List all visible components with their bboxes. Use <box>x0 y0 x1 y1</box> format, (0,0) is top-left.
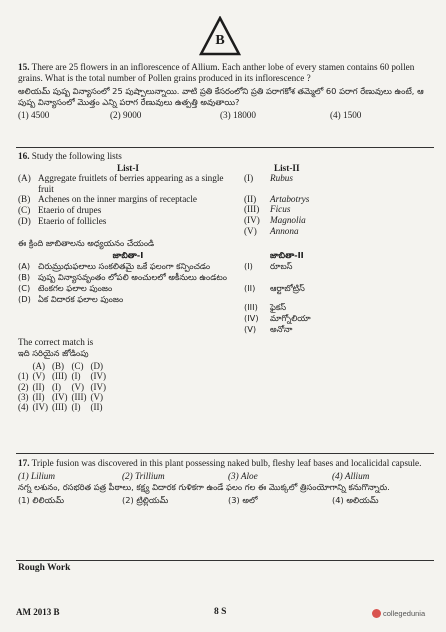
option-2-te[interactable]: (2) ట్రిల్లియమ్ <box>122 495 169 506</box>
list-2-te-title: జాబితా-II <box>270 250 304 261</box>
list-item: (V) Annona <box>244 225 299 236</box>
option-1[interactable]: (1) 4500 <box>18 110 50 121</box>
list-item: (V) అనోనా <box>244 324 293 335</box>
match-table <box>18 361 110 413</box>
correct-match-te: ఇది సరియైన జోడింపు <box>18 347 89 358</box>
question-text-te: నగ్న లశునం, రసభరిత పత్ర పీఠాలు, కక్ష్య విదారక గుళికగా ఉండే ఫలం గల ఈ మొక్కలో త్రిసంయోగాన్ని కనుగొన్నారు. <box>18 482 390 493</box>
list-item: (A) Aggregate fruitlets of berries appearing as a single fruit <box>18 173 224 194</box>
option-1[interactable]: (1) Lilium <box>18 470 56 481</box>
exam-code: AM 2013 B <box>16 607 60 617</box>
question-text-en: Triple fusion was discovered in this plant possessing naked bulb, fleshy leaf bases and localicidal capsule. <box>31 458 422 468</box>
option-1-te[interactable]: (1) లిలియమ్ <box>18 495 65 506</box>
options <box>18 110 434 121</box>
option-3-te[interactable]: (3) అలో <box>228 495 258 506</box>
question-text-en: There are 25 flowers in an inflorescence of Allium. Each anther lobe of every stamen contains 60 pollen grains. What is the total number of Pollen grains produced in its inflorescence ? <box>18 62 415 83</box>
options-en <box>18 471 434 482</box>
list-1-te <box>18 250 238 335</box>
question-number: 16. <box>18 151 30 161</box>
list-item: (B) పుష్ప విన్యాసవృంతం లోపలి అంచులలో అకీనులు ఉండటం <box>18 272 228 283</box>
logo-icon <box>372 609 381 618</box>
table-row[interactable]: (4) (IV) (III) (I) (II) <box>18 402 103 413</box>
list-item: (A) చిరుమ్రుధుఫలాలు సంకలితమై ఒకే ఫలంగా కన్పించడం <box>18 261 211 272</box>
option-4[interactable]: (4) Allium <box>332 470 370 481</box>
question-number: 17. <box>18 458 30 468</box>
question-text-te: అలియమ్ పుష్ప విన్యాసంలో 25 పుష్పాలున్నాయి. వాటి ప్రతి కేసరంలోని ప్రతి పరాగకోశ తమ్మెలో 60 పరాగ రేణువులు ఉంటే, ఆ పుష్ప విన్యాసంలో మొత్తం ఎన్ని పరాగ రేణువులు ఉత్పత్తి అవుతాయి? <box>18 86 424 108</box>
question-number: 15. <box>18 62 30 72</box>
list-1 <box>18 163 238 237</box>
table-row[interactable]: (1) (V) (III) (I) (IV) <box>18 371 106 382</box>
list-2-title: List-II <box>274 162 300 173</box>
watermark-text: collegedunia <box>383 608 426 618</box>
list-item: (C) టెంకగల ఫలాల పుంజం <box>18 283 113 294</box>
list-item: (B) Achenes on the inner margins of receptacle <box>18 194 198 205</box>
list-item: (II) ఆర్టాబోట్రిస్ <box>244 283 305 294</box>
option-4[interactable]: (4) 1500 <box>330 110 362 121</box>
divider <box>16 147 434 148</box>
list-item: (III) Ficus <box>244 204 291 215</box>
list-1-title: List-I <box>117 162 139 173</box>
option-4-te[interactable]: (4) అలియమ్ <box>332 495 379 506</box>
question-prompt-te: ఈ క్రింది జాబితాలను అధ్యయనం చేయండి <box>18 238 155 249</box>
list-item: (I) Rubus <box>244 173 293 184</box>
list-2 <box>244 163 434 237</box>
list-item: (II) Artabotrys <box>244 193 310 204</box>
question-prompt-en: Study the following lists <box>31 151 122 161</box>
watermark-logo <box>372 606 442 620</box>
divider <box>16 560 434 561</box>
option-2[interactable]: (2) Trillium <box>122 470 165 481</box>
page-number: 8 S <box>214 607 227 617</box>
list-item: (I) రూబస్ <box>244 261 293 272</box>
correct-match-en: The correct match is <box>18 337 94 348</box>
list-1-te-title: జాబితా-I <box>112 250 144 261</box>
options-te <box>18 495 434 506</box>
question-17 <box>18 458 434 506</box>
question-16 <box>18 151 434 413</box>
table-row[interactable]: (2) (II) (I) (V) (IV) <box>18 381 106 392</box>
list-item: (IV) Magnolia <box>244 214 306 225</box>
list-item: (D) Etaerio of follicles <box>18 215 107 226</box>
table-row: (A) (B) (C) (D) <box>32 360 103 371</box>
list-item: (D) ఏక విదారక ఫలాల పుంజం <box>18 294 124 305</box>
list-item: (IV) మాగ్నోలియా <box>244 313 311 324</box>
list-item: (C) Etaerio of drupes <box>18 204 102 215</box>
divider <box>16 453 434 454</box>
table-row[interactable]: (3) (II) (IV) (III) (V) <box>18 391 103 402</box>
question-15 <box>18 62 434 121</box>
list-item: (III) ఫైకస్ <box>244 302 287 313</box>
option-3[interactable]: (3) Aloe <box>228 470 258 481</box>
option-2[interactable]: (2) 9000 <box>110 110 142 121</box>
list-2-te <box>244 250 434 335</box>
set-badge <box>199 16 241 56</box>
rough-work-label: Rough Work <box>18 563 71 573</box>
set-letter: B <box>215 33 225 48</box>
option-3[interactable]: (3) 18000 <box>220 110 256 121</box>
